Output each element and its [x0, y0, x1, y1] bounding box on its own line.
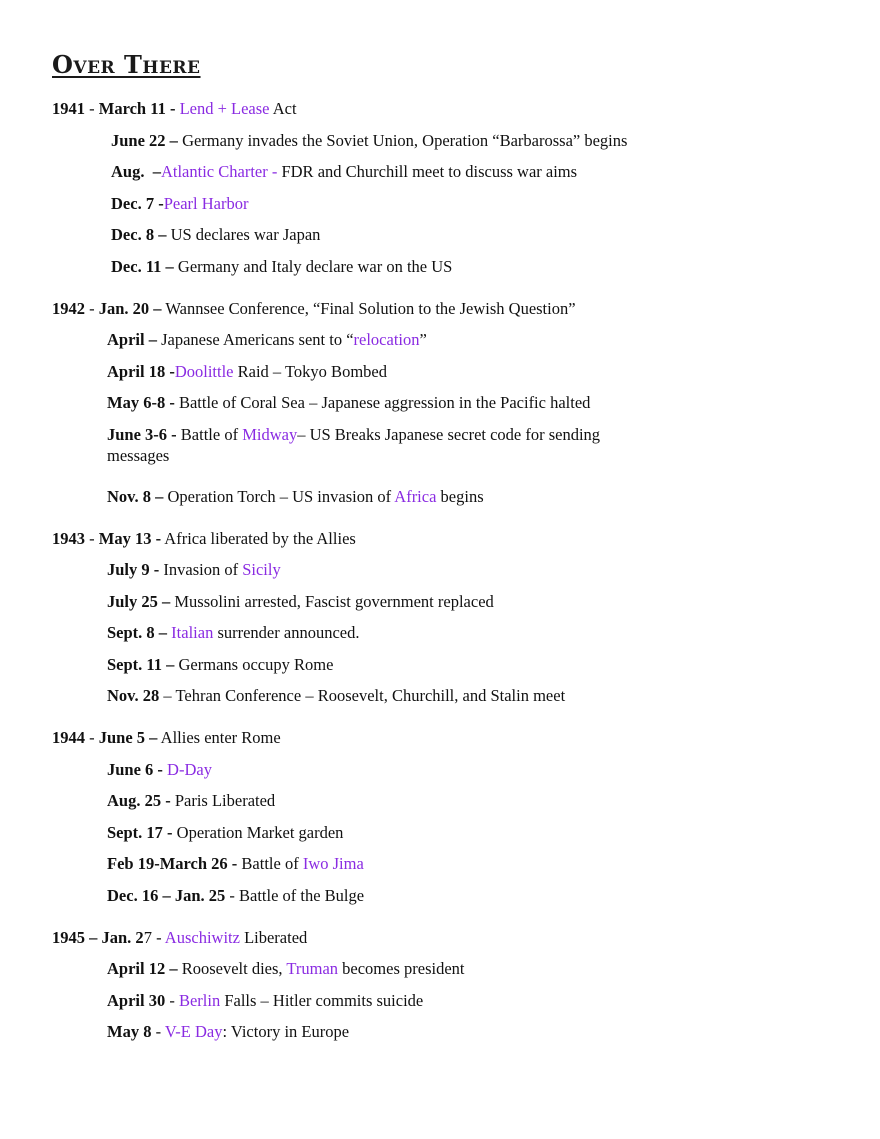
event-date: April 30	[107, 990, 166, 1010]
event-entry	[52, 685, 642, 706]
highlighted-term: Atlantic Charter -	[160, 162, 282, 181]
event-date: March 11 -	[98, 99, 176, 118]
event-text: – US Breaks Japanese secret code for sending messages	[107, 424, 605, 465]
event-text: Allies enter Rome	[157, 728, 281, 747]
event-entry	[52, 759, 642, 780]
event-date: Dec. 11 –	[111, 256, 174, 276]
event-entry	[52, 392, 642, 413]
event-date: Jan. 20 –	[98, 298, 162, 318]
event-text: Germany and Italy declare war on the US	[173, 256, 453, 276]
timeline	[52, 98, 692, 1063]
event-entry	[52, 559, 642, 580]
event-date: June 3-6 -	[107, 424, 177, 444]
highlighted-term: Pearl Harbor	[163, 193, 249, 213]
event-entry	[52, 822, 642, 843]
event-text: : Victory in Europe	[222, 1022, 350, 1041]
highlighted-term: Doolittle	[174, 361, 234, 381]
event-date: April –	[107, 330, 157, 349]
highlighted-term: Africa	[394, 486, 437, 506]
event-date: July 25 –	[107, 591, 171, 611]
year-entry	[52, 727, 642, 748]
event-text: Act	[269, 99, 297, 118]
event-date: May 8	[107, 1022, 152, 1041]
event-date: July 9 -	[107, 560, 160, 579]
event-text: Japanese Americans sent to “	[156, 330, 354, 349]
year-entry	[52, 98, 642, 119]
event-text: Operation Torch – US invasion of	[163, 486, 395, 506]
event-entry	[52, 853, 642, 874]
event-date: Nov. 8 –	[107, 486, 164, 506]
highlighted-term: Iwo Jima	[302, 854, 364, 873]
year-group-1941	[52, 98, 692, 277]
event-text: – Tehran Conference – Roosevelt, Churchill, and Stalin meet	[159, 686, 566, 705]
event-text: surrender announced.	[213, 623, 360, 642]
event-text: -	[151, 1022, 165, 1041]
year-group-1942	[52, 298, 692, 507]
event-date: April 18 -	[107, 361, 175, 381]
event-text: -	[85, 528, 99, 548]
event-text: Mussolini arrested, Fascist government replaced	[170, 591, 494, 611]
event-date: May 6-8 -	[107, 393, 175, 412]
event-entry	[52, 224, 646, 245]
year-entry	[52, 927, 642, 948]
event-text: -	[165, 990, 179, 1010]
event-entry	[52, 424, 642, 466]
event-date: June 6 -	[107, 759, 163, 779]
event-date: May 13 -	[98, 528, 162, 548]
event-entry	[52, 130, 646, 151]
highlighted-term: Truman	[286, 959, 339, 978]
event-entry	[52, 790, 642, 811]
event-text: -	[85, 298, 99, 318]
event-text: Battle of	[176, 424, 243, 444]
event-text: Battle of Coral Sea – Japanese aggression in the Pacific halted	[174, 393, 591, 412]
highlighted-term: Berlin	[178, 990, 221, 1010]
event-text: Liberated	[239, 927, 308, 947]
event-text: 7 -	[143, 927, 165, 947]
event-text: Roosevelt dies,	[177, 959, 287, 978]
event-entry	[52, 885, 642, 906]
event-date: 1944	[52, 728, 85, 747]
event-entry	[52, 990, 642, 1011]
event-entry	[52, 654, 642, 675]
event-date: April 12 –	[107, 959, 178, 978]
event-date: Sept. 8 –	[107, 623, 168, 642]
highlighted-term: Italian	[171, 623, 214, 642]
event-text: Wannsee Conference, “Final Solution to the Jewish Question”	[161, 298, 576, 318]
event-entry	[52, 256, 646, 277]
highlighted-term: V-E Day	[164, 1022, 223, 1041]
event-date: Sept. 11 –	[107, 654, 175, 674]
highlighted-term: Midway	[242, 424, 298, 444]
highlighted-term: relocation	[353, 330, 420, 349]
event-entry	[52, 361, 642, 382]
event-text: Invasion of	[159, 560, 243, 579]
highlighted-term: Auschiwitz	[164, 927, 240, 947]
event-text: Battle of	[237, 854, 303, 873]
event-entry	[52, 1021, 642, 1042]
year-group-1944	[52, 727, 692, 906]
event-date: Aug. –	[111, 162, 161, 181]
highlighted-term: D-Day	[167, 759, 212, 779]
event-entry	[52, 958, 642, 979]
event-date: Aug. 25 -	[107, 791, 171, 810]
event-text: Operation Market garden	[172, 822, 344, 842]
event-entry	[52, 161, 646, 182]
event-text: FDR and Churchill meet to discuss war aims	[281, 162, 578, 181]
page-title: Over There	[52, 50, 201, 79]
event-text: becomes president	[338, 959, 465, 978]
event-entry	[52, 591, 642, 612]
event-text: begins	[436, 486, 484, 506]
event-entry	[52, 622, 642, 643]
event-text: ”	[419, 330, 427, 349]
event-date: 1943	[52, 528, 85, 548]
event-date: Sept. 17 -	[107, 822, 173, 842]
event-date: Nov. 28	[107, 686, 160, 705]
event-entry	[52, 486, 642, 507]
year-entry	[52, 298, 642, 319]
event-text: - Battle of the Bulge	[225, 885, 365, 905]
event-date: June 5 –	[98, 728, 158, 747]
event-date: 1942	[52, 298, 85, 318]
highlighted-term: Sicily	[242, 560, 281, 579]
year-group-1945	[52, 927, 692, 1043]
event-date: 1945 – Jan. 2	[52, 927, 144, 947]
event-entry	[52, 193, 646, 214]
event-text: Africa liberated by the Allies	[161, 528, 356, 548]
event-text: Falls – Hitler commits suicide	[220, 990, 424, 1010]
event-text: Paris Liberated	[170, 791, 276, 810]
event-date: Dec. 16 – Jan. 25	[107, 885, 226, 905]
year-entry	[52, 528, 642, 549]
event-text: -	[85, 728, 99, 747]
event-text: US declares war Japan	[166, 225, 321, 244]
event-text: Raid – Tokyo Bombed	[233, 361, 387, 381]
event-text: Germany invades the Soviet Union, Operation “Barbarossa” begins	[177, 130, 628, 150]
event-date: Dec. 8 –	[111, 225, 167, 244]
event-date: Feb 19-March 26 -	[107, 854, 238, 873]
highlighted-term: Lend + Lease	[179, 99, 270, 118]
event-text: -	[85, 99, 99, 118]
event-entry	[52, 329, 642, 350]
year-group-1943	[52, 528, 692, 707]
event-date: Dec. 7 -	[111, 193, 164, 213]
event-date: June 22 –	[111, 130, 178, 150]
event-text: Germans occupy Rome	[174, 654, 334, 674]
event-date: 1941	[52, 99, 85, 118]
